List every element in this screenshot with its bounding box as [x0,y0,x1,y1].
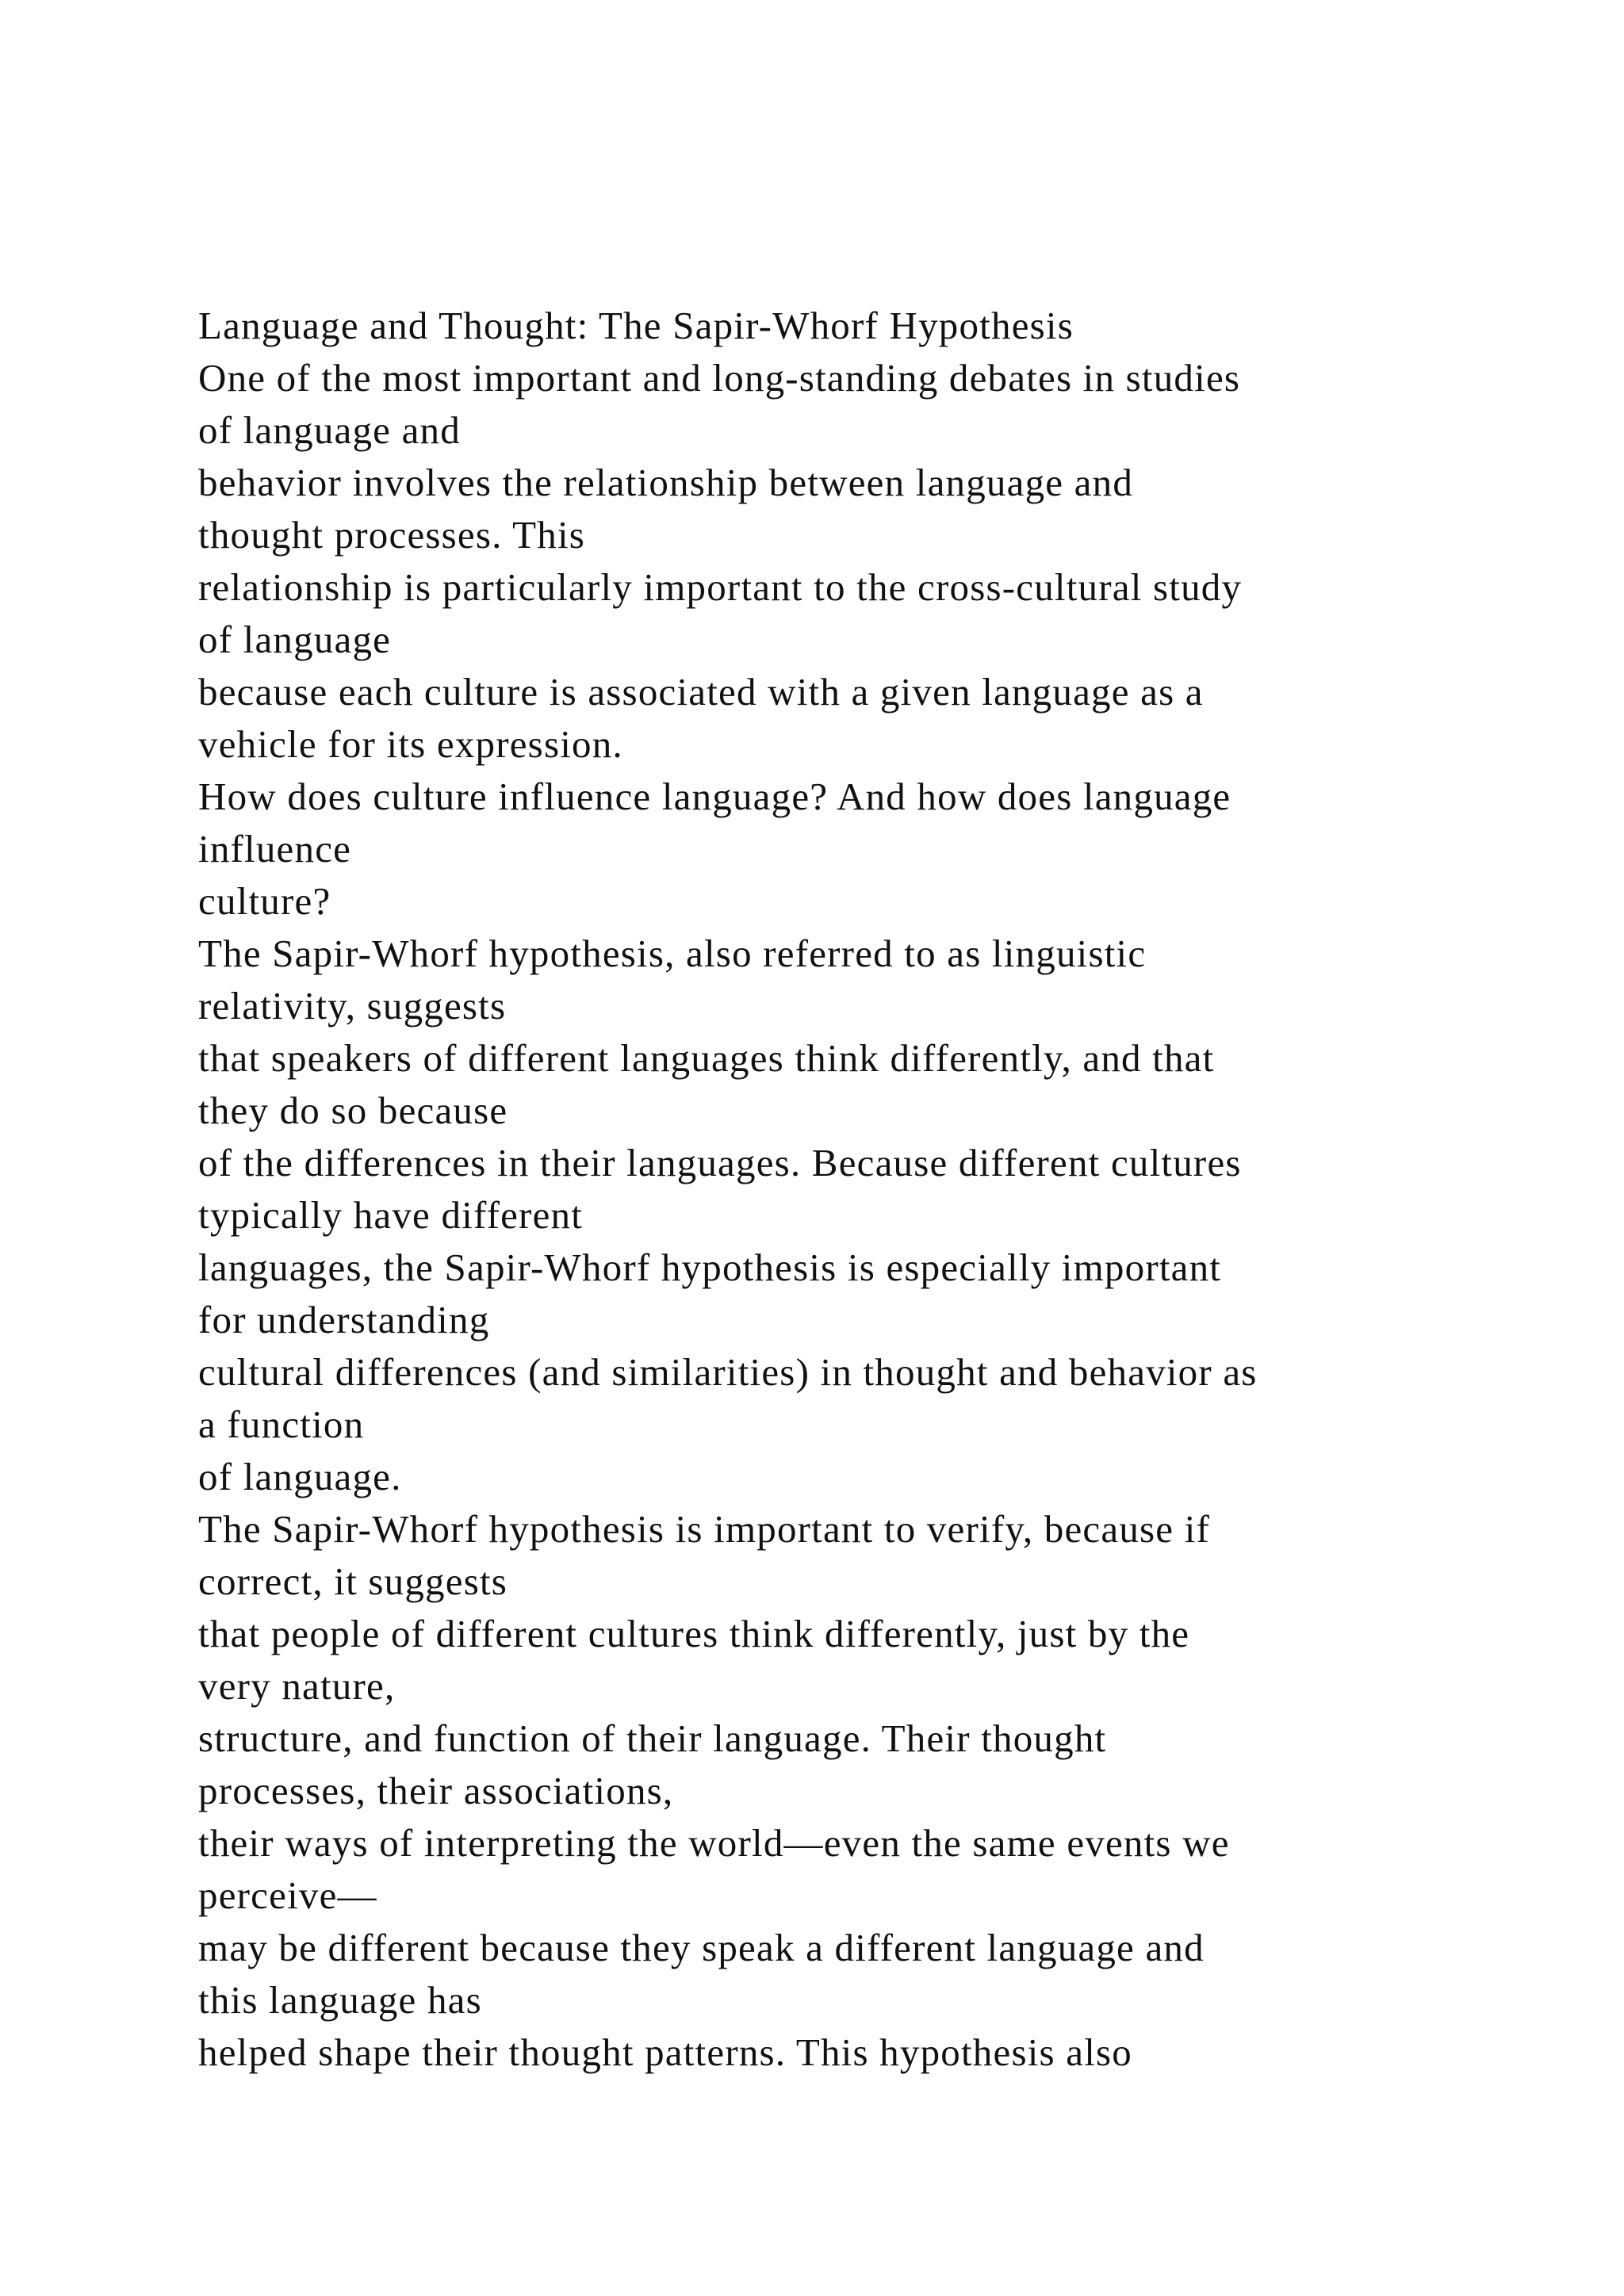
document-title-line: Language and Thought: The Sapir-Whorf Hypothesis [198,304,1074,347]
text-line: behavior involves the relationship between language and [198,461,1134,504]
text-line: a function [198,1402,365,1446]
text-line: perceive— [198,1873,377,1917]
text-line: of the differences in their languages. Because different cultures [198,1141,1242,1184]
text-line: relativity, suggests [198,984,507,1027]
text-line: One of the most important and long-standing debates in studies [198,356,1241,400]
document-body [198,300,1546,2079]
text-line: structure, and function of their language. Their thought [198,1716,1107,1760]
text-line: culture? [198,879,331,923]
text-line: How does culture influence language? And how does language [198,775,1231,818]
text-line: influence [198,827,352,871]
text-line: for understanding [198,1298,490,1341]
text-line: of language. [198,1455,402,1498]
text-line: of language and [198,408,461,452]
text-line: processes, their associations, [198,1769,674,1812]
text-line: this language has [198,1978,482,2022]
text-line: The Sapir-Whorf hypothesis is important to verify, because if [198,1507,1211,1551]
text-line: of language [198,618,392,661]
text-line: correct, it suggests [198,1559,508,1603]
text-line: vehicle for its expression. [198,722,623,766]
text-line: typically have different [198,1193,584,1237]
text-line: languages, the Sapir-Whorf hypothesis is especially important [198,1246,1222,1289]
text-line: helped shape their thought patterns. This hypothesis also [198,2030,1132,2074]
text-line: they do so because [198,1089,508,1132]
text-line: may be different because they speak a different language and [198,1926,1205,1969]
text-line: their ways of interpreting the world—even the same events we [198,1821,1230,1865]
text-line: that people of different cultures think differently, just by the [198,1612,1190,1655]
text-line: very nature, [198,1664,396,1708]
text-line: cultural differences (and similarities) in thought and behavior as [198,1350,1258,1394]
text-line: because each culture is associated with a given language as a [198,670,1204,714]
text-line: The Sapir-Whorf hypothesis, also referred to as linguistic [198,932,1147,975]
text-line: thought processes. This [198,513,586,557]
text-line: that speakers of different languages think differently, and that [198,1036,1215,1080]
text-line: relationship is particularly important to the cross-cultural study [198,565,1243,609]
